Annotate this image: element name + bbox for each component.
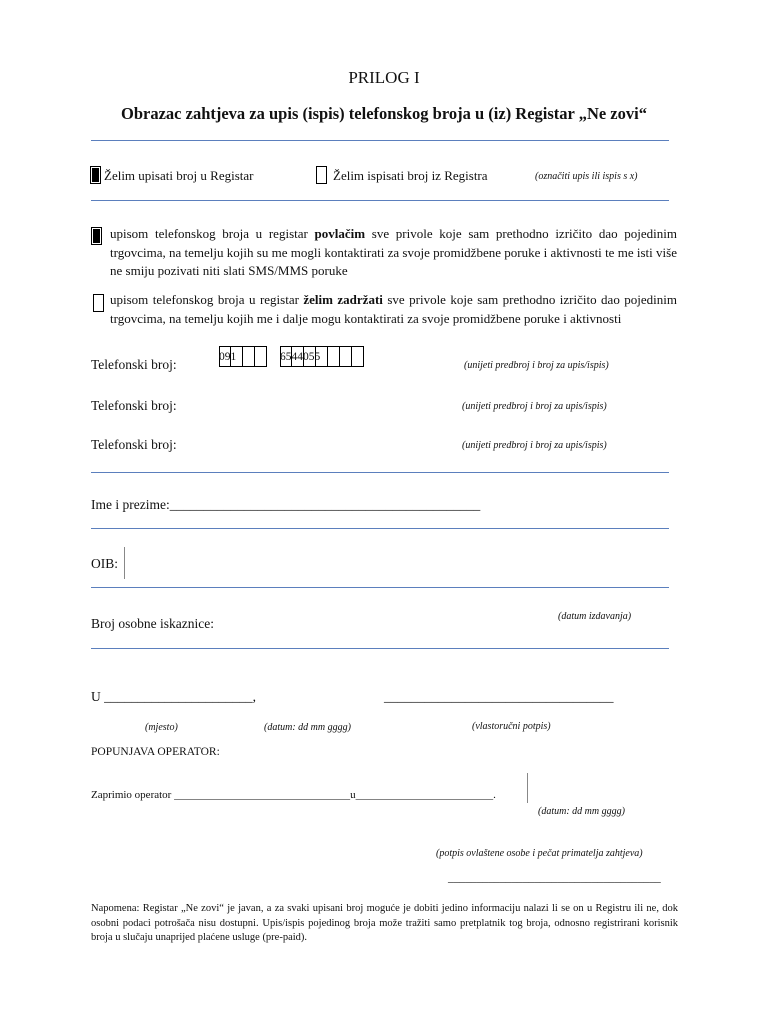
operator-stamp-field[interactable]: _____________________________________	[448, 872, 661, 884]
divider	[91, 587, 669, 588]
oib-field[interactable]	[124, 547, 125, 579]
id-card-label: Broj osobne iskaznice:	[91, 616, 214, 631]
divider	[91, 472, 669, 473]
choice-hint: (označiti upis ili ispis s x)	[535, 171, 638, 182]
unregister-option-label: Želim ispisati broj iz Registra	[333, 168, 488, 183]
operator-received-field[interactable]: Zaprimio operator ________________________________u_________________________.	[91, 789, 496, 801]
phone-hint-2: (unijeti predbroj i broj za upis/ispis)	[462, 401, 607, 412]
operator-heading: POPUNJAVA OPERATOR:	[91, 746, 220, 758]
name-field[interactable]: Ime i prezime:______________________________________________	[91, 497, 481, 512]
signature-caption: (vlastoručni potpis)	[472, 721, 551, 732]
withdraw-consent-checkbox[interactable]	[91, 227, 102, 245]
divider	[91, 528, 669, 529]
signature-field[interactable]: __________________________________	[384, 689, 614, 704]
register-option-label: Želim upisati broj u Registar	[104, 168, 254, 183]
place-caption: (mjesto)	[145, 722, 178, 733]
withdraw-consent-text: upisom telefonskog broja u registar povlačim sve privole koje sam prethodno izričito dao pojedinim trgovcima, na temelju kojih su me mogli kontaktirati za svoje promidžbene poruke i aktivnosti te me isti više ne smiju pozivati niti slati SMS/MMS poruke	[110, 226, 677, 278]
id-date-hint: (datum izdavanja)	[558, 611, 632, 622]
operator-date-caption: (datum: dd mm gggg)	[538, 806, 625, 817]
oib-label: OIB:	[91, 556, 118, 571]
annex-label: PRILOG I	[348, 68, 420, 87]
unregister-checkbox[interactable]	[316, 166, 327, 184]
register-checkbox[interactable]	[90, 166, 101, 184]
divider	[91, 140, 669, 141]
operator-date-marker	[527, 773, 528, 803]
phone-label-1: Telefonski broj:	[91, 357, 177, 372]
form-title: Obrazac zahtjeva za upis (ispis) telefonskog broja u (iz) Registar „Ne zovi“	[121, 104, 647, 123]
operator-stamp-caption: (potpis ovlaštene osobe i pečat primatelja zahtjeva)	[436, 848, 643, 859]
place-field[interactable]: U ______________________,	[91, 689, 256, 704]
phone-hint-3: (unijeti predbroj i broj za upis/ispis)	[462, 440, 607, 451]
prefix-value: 091	[219, 351, 237, 363]
keep-consent-checkbox[interactable]	[93, 294, 104, 312]
date-caption: (datum: dd mm gggg)	[264, 722, 351, 733]
phone-hint-1: (unijeti predbroj i broj za upis/ispis)	[464, 360, 609, 371]
keep-consent-text: upisom telefonskog broja u registar želim zadržati sve privole koje sam prethodno izričito dao pojedinim trgovcima, na temelju kojih me i dalje mogu kontaktirati za svoje promidžbene poruke i aktivnosti	[110, 292, 677, 326]
phone-label-2: Telefonski broj:	[91, 398, 177, 413]
number-value: 6544055	[280, 351, 321, 363]
footer-note: Napomena: Registar „Ne zovi“ je javan, a za svaki upisani broj moguće je dobiti jedino informaciju nalazi li se on u Registru ili ne, dok osobni podaci potrošača nisu dostupni. Upis/ispis pojedinog broja može tražiti samo pretplatnik tog broja, odnosno registrirani korisnik broja u slučaju unaprijed plaćene usluge (pre-paid).	[91, 903, 678, 943]
phone-label-3: Telefonski broj:	[91, 437, 177, 452]
divider	[91, 200, 669, 201]
divider	[91, 648, 669, 649]
